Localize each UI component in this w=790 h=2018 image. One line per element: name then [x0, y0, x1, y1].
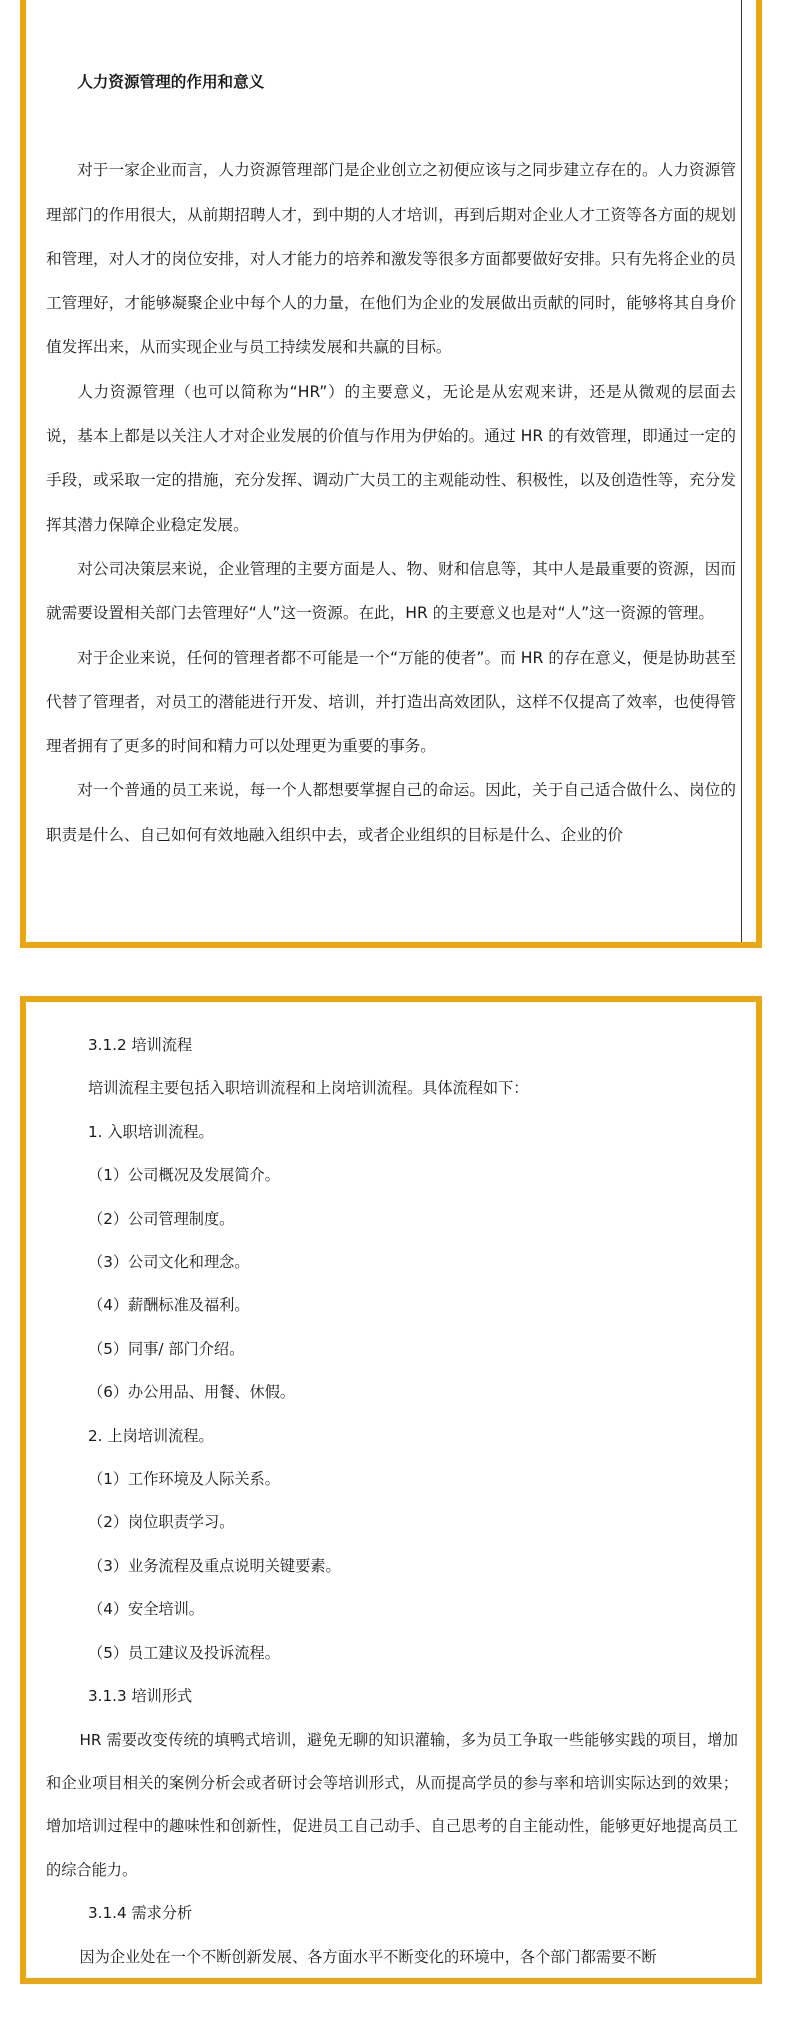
intro-line: 培训流程主要包括入职培训流程和上岗培训流程。具体流程如下： [88, 1079, 529, 1098]
heading-3-1-4: 3.1.4 需求分析 [88, 1904, 193, 1923]
onboarding-title: 1. 入职培训流程。 [88, 1122, 214, 1141]
list-item: （5）同事/ 部门介绍。 [88, 1339, 245, 1358]
page-2-panel [20, 996, 762, 1984]
list-item: （2）公司管理制度。 [88, 1209, 235, 1228]
list-item: （5）员工建议及投诉流程。 [88, 1643, 280, 1662]
paragraph: 对于企业来说，任何的管理者都不可能是一个“万能的使者”。而 HR 的存在意义，便是协助甚至代替了管理者，对员工的潜能进行开发、培训，并打造出高效团队，这样不仅提高了效率，也使得管理者拥有了更多的时间和精力可以处理更为重要的事务。 [46, 648, 736, 756]
onjob-title: 2. 上岗培训流程。 [88, 1426, 214, 1445]
training-form-paragraph: HR 需要改变传统的填鸭式培训，避免无聊的知识灌输，多为员工争取一些能够实践的项目，增加和企业项目相关的案例分析会或者研讨会等培训形式，从而提高学员的参与率和培训实际达到的效果；增加培训过程中的趣味性和创新性，促进员工自己动手、自己思考的自主能动性，能够更好地提高员工的综合能力。 [46, 1730, 738, 1879]
section-title: 人力资源管理的作用和意义 [77, 73, 265, 91]
list-item: （4）薪酬标准及福利。 [88, 1296, 250, 1315]
paragraph: 人力资源管理（也可以简称为“HR”）的主要意义，无论是从宏观来讲，还是从微观的层面去说，基本上都是以关注人才对企业发展的价值与作用为伊始的。通过 HR 的有效管理，即通过一定的手段，或采取一定的措施，充分发挥、调动广大员工的主观能动性、积极性，以及创造性等，充分发挥其潜力保障企业稳定发展。 [46, 382, 736, 534]
list-item: （4）安全培训。 [88, 1600, 204, 1619]
needs-analysis-paragraph: 因为企业处在一个不断创新发展、各方面水平不断变化的环境中，各个部门都需要不断 [79, 1947, 657, 1966]
list-item: （6）办公用品、用餐、休假。 [88, 1383, 296, 1402]
paragraph: 对公司决策层来说，企业管理的主要方面是人、物、财和信息等，其中人是最重要的资源，因而就需要设置相关部门去管理好“人”这一资源。在此，HR 的主要意义也是对“人”这一资源的管理。 [46, 559, 736, 623]
list-item: （1）工作环境及人际关系。 [88, 1470, 280, 1489]
paragraph: 对一个普通的员工来说，每一个人都想要掌握自己的命运。因此，关于自己适合做什么、岗位的职责是什么、自己如何有效地融入组织中去，或者企业组织的目标是什么、企业的价 [46, 781, 736, 844]
list-item: （2）岗位职责学习。 [88, 1513, 235, 1532]
page-1-text [46, 60, 736, 857]
list-item: （3）公司文化和理念。 [88, 1253, 250, 1272]
list-item: （3）业务流程及重点说明关键要素。 [88, 1556, 341, 1575]
page-2-text [46, 1024, 738, 1979]
heading-3-1-2: 3.1.2 培训流程 [88, 1036, 193, 1054]
page-edge-line [741, 0, 742, 942]
paragraph: 对于一家企业而言，人力资源管理部门是企业创立之初便应该与之同步建立存在的。人力资源管理部门的作用很大，从前期招聘人才，到中期的人才培训，再到后期对企业人才工资等各方面的规划和管理，对人才的岗位安排，对人才能力的培养和激发等很多方面都要做好安排。只有先将企业的员工管理好，才能够凝聚企业中每个人的力量，在他们为企业的发展做出贡献的同时，能够将其自身价值发挥出来，从而实现企业与员工持续发展和共赢的目标。 [46, 161, 736, 357]
page-1-panel [20, 0, 762, 948]
heading-3-1-3: 3.1.3 培训形式 [88, 1687, 193, 1706]
list-item: （1）公司概况及发展简介。 [88, 1166, 280, 1185]
